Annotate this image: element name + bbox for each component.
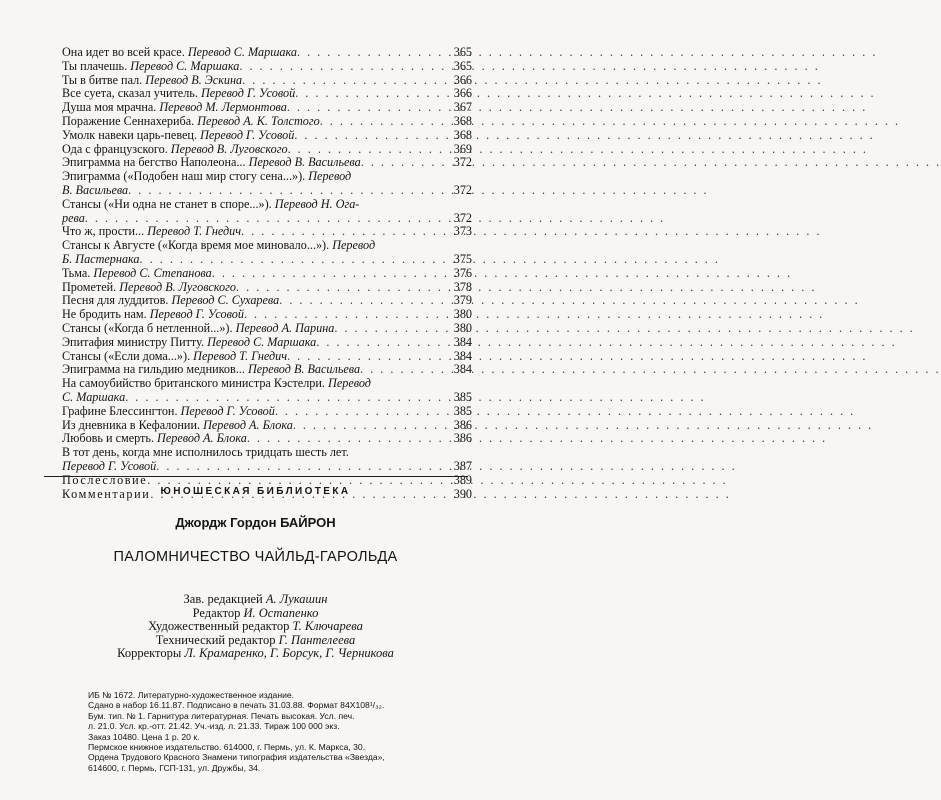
toc-translator: В. Васильева bbox=[62, 182, 129, 197]
toc-translator: Перевод С. Сухарева bbox=[171, 293, 280, 308]
toc-entry-text bbox=[62, 419, 293, 433]
credit-line: Художественный редактор Т. Ключарева bbox=[148, 619, 363, 634]
dot-leader bbox=[288, 143, 444, 157]
imprint-block bbox=[88, 690, 468, 773]
toc-translator: Перевод С. Маршака bbox=[187, 45, 297, 59]
toc-entry-text bbox=[62, 253, 140, 267]
toc-page-number: 386 bbox=[453, 431, 472, 446]
toc-entry bbox=[62, 432, 472, 446]
dot-leader bbox=[320, 115, 444, 129]
dot-leader bbox=[212, 267, 444, 281]
toc-entry-text bbox=[62, 184, 128, 198]
toc-entry bbox=[62, 253, 472, 267]
dot-leader bbox=[236, 281, 444, 295]
dot-leader bbox=[294, 129, 444, 143]
imprint-line: Бум. тип. № 1. Гарнитура литературная. Печать высокая. Усл. печ. bbox=[88, 710, 355, 721]
toc-entry bbox=[62, 115, 472, 129]
toc-page-number: 372 bbox=[453, 155, 472, 170]
dot-leader bbox=[140, 253, 444, 267]
toc-title: Из дневника в Кефалонии. bbox=[62, 417, 201, 432]
toc-translator: Перевод Т. Гнедич bbox=[147, 224, 242, 239]
toc-translator: Перевод В. Васильева bbox=[247, 362, 361, 377]
toc-page-number: 372 bbox=[453, 182, 472, 197]
toc-entry bbox=[62, 156, 472, 170]
toc-title: Прометей. bbox=[62, 279, 117, 294]
toc-entry-text bbox=[62, 129, 294, 143]
toc-translator: Перевод Г. Усовой bbox=[200, 127, 295, 142]
toc-translator: рева bbox=[62, 210, 85, 225]
toc-title: Стансы («Когда б нетленной...»). bbox=[62, 320, 233, 335]
toc-entry-text bbox=[62, 87, 295, 101]
toc-translator: Перевод С. Маршака bbox=[130, 58, 240, 73]
toc-page-number: 365 bbox=[453, 58, 472, 73]
imprint-line: ИБ № 1672. Литературно-художественное издание. bbox=[88, 690, 295, 700]
imprint-line: Ордена Трудового Красного Знамени типография издательства «Звезда», bbox=[88, 752, 385, 763]
toc-entry-text bbox=[62, 336, 316, 350]
toc-entry-text bbox=[62, 322, 334, 336]
toc-translator: Перевод Н. Ога- bbox=[274, 196, 360, 211]
toc-title: Умолк навеки царь-певец. bbox=[62, 127, 198, 142]
dot-leader bbox=[361, 156, 444, 170]
dot-leader bbox=[241, 225, 444, 239]
toc-entry bbox=[62, 170, 472, 184]
dot-leader bbox=[242, 74, 444, 88]
toc-title: Песня для луддитов. bbox=[62, 293, 169, 308]
toc-page-number: 380 bbox=[453, 307, 472, 322]
toc-entry-text bbox=[62, 405, 275, 419]
toc-page-number: 366 bbox=[453, 86, 472, 101]
toc-entry bbox=[62, 143, 472, 157]
toc-entry-text bbox=[62, 391, 125, 405]
dot-leader bbox=[297, 46, 444, 60]
toc-entry-text bbox=[62, 170, 351, 184]
toc-title: Послесловие bbox=[62, 472, 148, 487]
toc-translator: Перевод Т. Гнедич bbox=[193, 348, 288, 363]
toc-entry-text bbox=[62, 156, 361, 170]
toc-entry bbox=[62, 267, 472, 281]
toc-entry bbox=[62, 239, 472, 253]
dot-leader bbox=[360, 363, 444, 377]
toc-entry-text bbox=[62, 101, 287, 115]
toc-entry-text bbox=[62, 74, 242, 88]
toc-entry-text bbox=[62, 363, 360, 377]
toc-translator: Перевод В. Луговского bbox=[170, 141, 288, 156]
toc-title: Душа моя мрачна. bbox=[62, 100, 157, 115]
toc-entry bbox=[62, 377, 472, 391]
toc-entry bbox=[62, 184, 472, 198]
toc-entry-text bbox=[62, 198, 359, 212]
dot-leader bbox=[156, 460, 444, 474]
toc-entry bbox=[62, 225, 472, 239]
imprint-line: Пермское книжное издательство. 614000, г. Пермь, ул. К. Маркса, 30. bbox=[88, 742, 366, 753]
toc-page-number: 365 bbox=[453, 45, 472, 59]
toc-translator: Перевод А. Блока bbox=[157, 431, 247, 446]
toc-entry bbox=[62, 446, 472, 460]
toc-entry-text bbox=[62, 267, 212, 281]
toc-translator: Перевод В. Луговского bbox=[119, 279, 236, 294]
dot-leader bbox=[247, 432, 444, 446]
toc-title: Эпиграмма («Подобен наш мир стогу сена...»). bbox=[62, 169, 306, 184]
toc-entry bbox=[62, 419, 472, 433]
toc-page-number: 366 bbox=[453, 72, 472, 87]
toc-page-number: 387 bbox=[453, 458, 472, 473]
dot-leader bbox=[85, 212, 444, 226]
toc-entry bbox=[62, 198, 472, 212]
toc-entry-text bbox=[62, 350, 287, 364]
toc-page-number: 384 bbox=[453, 334, 472, 349]
credit-line: Технический редактор Г. Пантелеева bbox=[155, 632, 356, 647]
section-divider bbox=[44, 476, 468, 477]
dot-leader bbox=[128, 184, 444, 198]
dot-leader bbox=[295, 87, 444, 101]
dot-leader bbox=[244, 308, 444, 322]
toc-translator: Перевод bbox=[332, 238, 376, 253]
toc-entry-text bbox=[62, 460, 156, 474]
toc-translator: Перевод А. К. Толстого bbox=[197, 113, 320, 128]
toc-translator: Перевод А. Блока bbox=[203, 417, 293, 432]
dot-leader bbox=[316, 336, 444, 350]
dot-leader bbox=[125, 391, 444, 405]
toc-title: Ты плачешь. bbox=[62, 58, 128, 73]
toc-page-number: 385 bbox=[453, 389, 472, 404]
dot-leader bbox=[239, 60, 444, 74]
toc-entry bbox=[62, 322, 472, 336]
toc-title: Тьма. bbox=[62, 265, 91, 280]
toc-translator: Б. Пастернака bbox=[62, 251, 140, 266]
imprint-line: 614600, г. Пермь, ГСП-131, ул. Дружбы, 34. bbox=[88, 762, 261, 773]
toc-translator: Перевод С. Маршака bbox=[207, 334, 317, 349]
toc-page-number: 375 bbox=[453, 251, 472, 266]
dot-leader bbox=[287, 350, 444, 364]
toc-title: Она идет во всей красе. bbox=[62, 45, 185, 59]
toc-entry bbox=[62, 101, 472, 115]
toc-page-number: 368 bbox=[453, 127, 472, 142]
toc-title: Ода с французского. bbox=[62, 141, 168, 156]
toc-translator: Перевод В. Эскина bbox=[145, 72, 243, 87]
toc-title: Эпиграмма на бегство Наполеона... bbox=[62, 155, 246, 170]
book-author: Джордж Гордон БАЙРОН bbox=[175, 515, 336, 530]
toc-page-number: 378 bbox=[453, 279, 472, 294]
toc-page-number: 384 bbox=[453, 348, 472, 363]
toc-title: Ты в битве пал. bbox=[62, 72, 143, 87]
toc-entry-text bbox=[62, 446, 349, 460]
toc-translator: Перевод М. Лермонтова bbox=[159, 100, 287, 115]
toc-entry bbox=[62, 129, 472, 143]
toc-page-number: 384 bbox=[453, 362, 472, 377]
credit-line: Редактор И. Остапенко bbox=[192, 605, 319, 620]
toc-title: В тот день, когда мне исполнилось тридцать шесть лет. bbox=[62, 445, 349, 460]
toc-page-number: 373 bbox=[453, 224, 472, 239]
toc-translator: Перевод А. Парина bbox=[235, 320, 335, 335]
toc-page-number: 376 bbox=[453, 265, 472, 280]
toc-entry bbox=[62, 60, 472, 74]
toc-title: Стансы («Ни одна не станет в споре...»). bbox=[62, 196, 272, 211]
toc-page-number: 380 bbox=[453, 320, 472, 335]
toc-translator: Перевод bbox=[308, 169, 352, 184]
toc-title: Поражение Сеннахериба. bbox=[62, 113, 195, 128]
table-of-contents bbox=[62, 46, 472, 501]
toc-entry bbox=[62, 74, 472, 88]
toc-page-number: 385 bbox=[453, 403, 472, 418]
toc-title: Любовь и смерть. bbox=[62, 431, 154, 446]
toc-entry-text bbox=[62, 239, 375, 253]
dot-leader bbox=[279, 294, 444, 308]
toc-entry-text bbox=[62, 60, 239, 74]
credit-line: Зав. редакцией А. Лукашин bbox=[183, 592, 328, 606]
toc-entry bbox=[62, 308, 472, 322]
toc-entry-text bbox=[62, 212, 85, 226]
toc-page-number: 379 bbox=[453, 293, 472, 308]
credit-line: Корректоры Л. Крамаренко, Г. Борсук, Г. Черникова bbox=[117, 646, 394, 661]
toc-entry-text bbox=[62, 294, 279, 308]
toc-translator: Перевод Г. Усовой bbox=[180, 403, 275, 418]
toc-translator: Перевод С. Степанова bbox=[93, 265, 212, 280]
imprint-line: Заказ 10480. Цена 1 р. 20 к. bbox=[88, 731, 200, 742]
toc-entry-text bbox=[62, 281, 236, 295]
imprint-line: л. 21.0. Усл. кр.-отт. 21.42. Уч.-изд. л. 21.33. Тираж 100 000 экз. bbox=[88, 721, 340, 732]
toc-title: Стансы к Августе («Когда время мое миновало...»). bbox=[62, 238, 330, 253]
toc-translator: С. Маршака bbox=[62, 389, 126, 404]
toc-entry-text bbox=[62, 46, 297, 60]
editorial-credits bbox=[0, 593, 511, 661]
toc-translator: Перевод В. Васильева bbox=[248, 155, 361, 170]
toc-page-number: 390 bbox=[453, 486, 472, 501]
toc-entry bbox=[62, 460, 472, 474]
toc-title: Что ж, прости... bbox=[62, 224, 145, 239]
toc-translator: Перевод Г. Усовой bbox=[62, 458, 157, 473]
toc-entry bbox=[62, 46, 472, 60]
toc-title: Эпитафия министру Питту. bbox=[62, 334, 205, 349]
toc-translator: Перевод Г. Усовой bbox=[149, 307, 244, 322]
toc-title: Эпиграмма на гильдию медников... bbox=[62, 362, 245, 377]
toc-entry-text bbox=[62, 377, 371, 391]
toc-page-number: 367 bbox=[453, 100, 472, 115]
toc-entry bbox=[62, 281, 472, 295]
toc-entry-text bbox=[62, 225, 241, 239]
dot-leader bbox=[275, 405, 444, 419]
toc-entry bbox=[62, 350, 472, 364]
toc-title: Графине Блессингтон. bbox=[62, 403, 178, 418]
toc-entry-text bbox=[62, 143, 288, 157]
toc-page-number: 372 bbox=[453, 210, 472, 225]
toc-entry bbox=[62, 336, 472, 350]
toc-entry bbox=[62, 391, 472, 405]
imprint-line: Сдано в набор 16.11.87. Подписано в печать 31.03.88. Формат 84X108¹/₃₂. bbox=[88, 700, 385, 711]
dot-leader bbox=[287, 101, 444, 115]
dot-leader bbox=[334, 322, 444, 336]
toc-translator: Перевод bbox=[328, 376, 371, 391]
toc-entry bbox=[62, 87, 472, 101]
dot-leader bbox=[293, 419, 444, 433]
toc-page-number: 389 bbox=[453, 472, 472, 487]
toc-entry bbox=[62, 363, 472, 377]
toc-translator: Перевод Г. Усовой bbox=[200, 86, 296, 101]
toc-page-number: 368 bbox=[453, 113, 472, 128]
toc-title: На самоубийство британского министра Кэстелри. bbox=[62, 376, 325, 391]
toc-entry-text bbox=[62, 432, 247, 446]
toc-title: Не бродить нам. bbox=[62, 307, 147, 322]
toc-entry bbox=[62, 294, 472, 308]
book-title: ПАЛОМНИЧЕСТВО ЧАЙЛЬД-ГАРОЛЬДА bbox=[113, 549, 398, 565]
toc-title: Все суета, сказал учитель. bbox=[62, 86, 198, 101]
toc-entry-text bbox=[62, 115, 320, 129]
toc-entry bbox=[62, 212, 472, 226]
toc-page-number: 369 bbox=[453, 141, 472, 156]
toc-title: Комментарии bbox=[62, 486, 151, 501]
toc-title: Стансы («Если дома...»). bbox=[62, 348, 191, 363]
toc-page-number: 386 bbox=[453, 417, 472, 432]
toc-entry-text bbox=[62, 308, 244, 322]
toc-entry bbox=[62, 405, 472, 419]
series-name: ЮНОШЕСКАЯ БИБЛИОТЕКА bbox=[160, 486, 351, 497]
